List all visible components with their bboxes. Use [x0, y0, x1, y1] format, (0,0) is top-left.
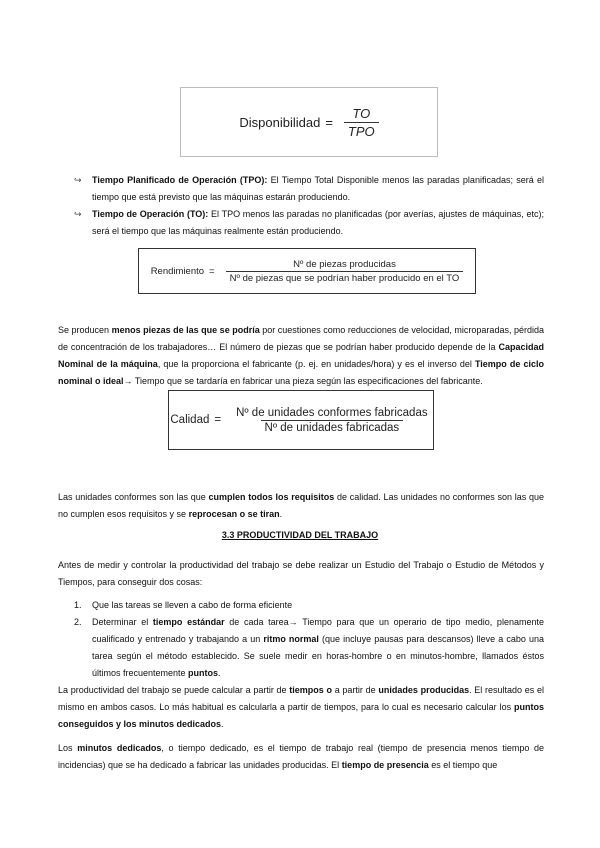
text: . El resultado es el mismo en ambos casos. Lo más habitual es calcularla a partir de tiempos, para lo cual es necesario calcular los — [58, 685, 544, 712]
bold-text: puntos conseguidos y los minutos dedicados — [58, 702, 544, 729]
paragraph-intro: Antes de medir y controlar la productividad del trabajo se debe realizar un Estudio del Trabajo o Estudio de Métodos y Tiempos, para conseguir dos cosas: — [58, 560, 544, 587]
text: , o tiempo dedicado, es el tiempo de trabajo real (tiempo de presencia menos tiempo de incidencias) que se ha dedicado a fabricar las unidades producidas. El — [58, 743, 545, 770]
text: de cada tarea→ Tiempo para que un operario de tipo medio, plenamente cualificado y entrenado y trabajando a un — [92, 617, 544, 644]
bold-text: puntos — [188, 668, 219, 678]
list-number: 1. — [74, 600, 82, 610]
equals-sign: = — [214, 414, 222, 426]
text: Determinar el — [92, 617, 153, 627]
formula-calidad — [168, 390, 434, 450]
text: Los — [58, 743, 78, 753]
term: Tiempo Planificado de Operación (TPO): — [92, 175, 268, 185]
text: → Tiempo que se tardaría en fabricar una pieza según las especificaciones del fabricante. — [123, 376, 483, 386]
fraction-denominator: Nº de unidades fabricadas — [261, 420, 404, 434]
text: La productividad del trabajo se puede calcular a partir de — [58, 685, 290, 695]
text: por cuestiones como reducciones de velocidad, microparadas, pérdida de concentración de los trabajadores… El número de piezas que se podrían haber producido depende de la — [58, 325, 544, 352]
text: . — [221, 719, 224, 729]
bold-text: tiempo de presencia — [341, 760, 429, 770]
paragraph-calidad — [58, 489, 544, 523]
paragraph-rendimiento — [58, 322, 544, 390]
text: , que la proporciona el fabricante (p. ej. en unidades/hora) y es el inverso del — [157, 359, 475, 369]
text: . — [218, 668, 221, 678]
formula-label: Calidad — [170, 414, 210, 426]
term: Tiempo de Operación (TO): — [92, 209, 209, 219]
bold-text: minutos dedicados — [77, 743, 162, 753]
bold-text: tiempos o — [289, 685, 332, 695]
fraction-numerator: TO — [352, 105, 371, 121]
list-item-tpo — [92, 172, 544, 206]
arrow-bullet-icon: ↪ — [74, 209, 82, 219]
list-number: 2. — [74, 617, 82, 627]
list-item-to — [92, 206, 544, 240]
bold-text: menos piezas de las que se podría — [111, 325, 260, 335]
bold-text: reprocesan o se tiran — [188, 509, 280, 519]
list-item-1: Que las tareas se lleven a cabo de forma eficiente — [92, 600, 293, 610]
fraction-denominator: TPO — [344, 122, 379, 139]
equals-sign: = — [209, 265, 215, 277]
arrow-bullet-icon: ↪ — [74, 175, 82, 185]
formula-label: Disponibilidad — [239, 114, 321, 130]
paragraph-minutos — [58, 740, 544, 774]
text: es el tiempo que — [428, 760, 498, 770]
paragraph-calculo — [58, 682, 544, 733]
fraction-numerator: Nº de piezas producidas — [293, 258, 396, 270]
text: Se producen — [58, 325, 112, 335]
definition: El Tiempo Total Disponible menos las paradas planificadas; será el tiempo que está previsto que las máquinas estarán produciendo. — [92, 175, 544, 202]
definition: El TPO menos las paradas no planificadas (por averías, ajustes de máquinas, etc); será el tiempo que las máquinas realmente están produciendo. — [92, 209, 544, 236]
text: a partir de — [331, 685, 379, 695]
list-item-2 — [92, 614, 544, 682]
bold-text: Capacidad Nominal de la máquina — [58, 342, 544, 369]
bold-text: Tiempo de ciclo nominal o ideal — [58, 359, 544, 386]
text: Las unidades conformes son las que — [58, 492, 209, 502]
formula-rendimiento — [138, 248, 476, 294]
fraction-numerator: Nº de unidades conformes fabricadas — [236, 406, 428, 419]
formula-label: Rendimiento — [150, 265, 205, 277]
bold-text: ritmo normal — [263, 634, 319, 644]
section-heading: 3.3 PRODUCTIVIDAD DEL TRABAJO — [221, 530, 379, 540]
bold-text: tiempo estándar — [152, 617, 225, 627]
bold-text: cumplen todos los requisitos — [208, 492, 335, 502]
fraction — [232, 407, 432, 434]
fraction — [344, 106, 379, 139]
fraction — [226, 259, 464, 284]
equals-sign: = — [325, 114, 333, 130]
text: de calidad. Las unidades no conformes son las que no cumplen esos requisitos y se — [58, 492, 545, 519]
text: (que incluye pausas para descansos) lleve a cabo una tarea según el método establecido. Se suele medir en horas-hombre o en minutos-hombre, llamados éstos últimos frecuentemente — [92, 634, 544, 678]
text: . — [279, 509, 283, 519]
bold-text: unidades producidas — [378, 685, 470, 695]
formula-disponibilidad — [180, 87, 438, 157]
fraction-denominator: Nº de piezas que se podrían haber producido en el TO — [226, 271, 464, 284]
